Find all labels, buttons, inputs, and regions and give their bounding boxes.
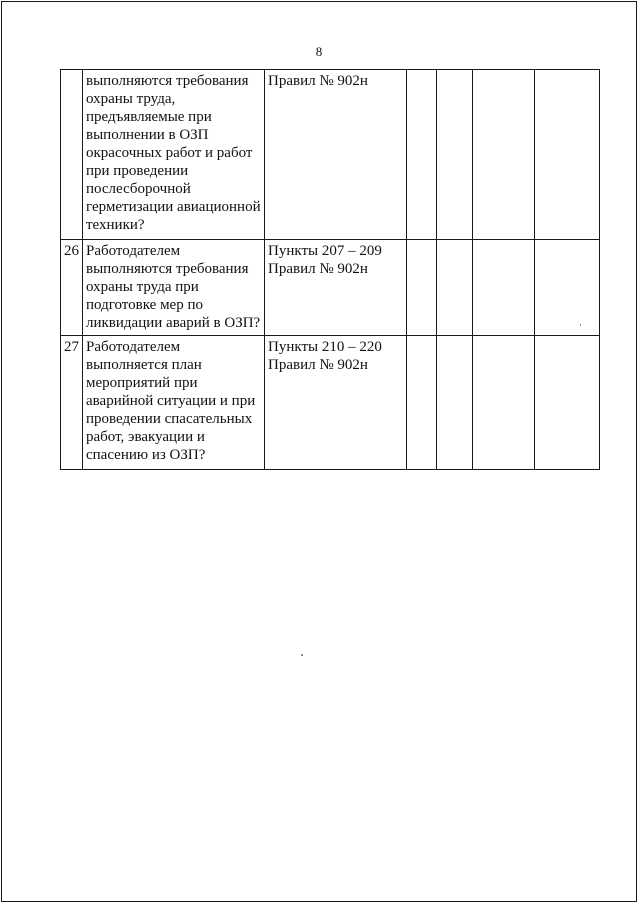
requirement-cell [83, 336, 265, 470]
reference-line: Пункты 210 – 220 [268, 339, 382, 355]
requirement-line: Работодателем [86, 243, 181, 259]
note-cell [535, 240, 600, 336]
requirement-line: выполнении в ОЗП [86, 127, 209, 143]
requirement-cell [83, 240, 265, 336]
table-row [61, 336, 600, 470]
requirement-line: охраны труда при [86, 279, 199, 295]
requirement-cell [83, 70, 265, 240]
reference-line: Правил № 902н [268, 357, 368, 373]
requirement-line: при проведении [86, 163, 189, 179]
requirement-line: выполняются требования [86, 73, 249, 89]
answer-yes-cell [407, 336, 437, 470]
note-cell [535, 336, 600, 470]
requirement-line: техники? [86, 217, 145, 233]
answer-no-cell [437, 70, 473, 240]
table-row [61, 70, 600, 240]
answer-no-cell [437, 336, 473, 470]
requirement-line: аварийной ситуации и при [86, 393, 256, 409]
answer-no-cell [437, 240, 473, 336]
requirement-line: проведении спасательных [86, 411, 253, 427]
requirement-line: работ, эвакуации и [86, 429, 205, 445]
answer-na-cell [473, 70, 535, 240]
requirement-line: Работодателем [86, 339, 181, 355]
row-number-cell: 27 [61, 336, 83, 470]
reference-cell [265, 240, 407, 336]
reference-line: Правил № 902н [268, 73, 368, 89]
answer-yes-cell [407, 70, 437, 240]
answer-na-cell [473, 336, 535, 470]
row-number-cell: 26 [61, 240, 83, 336]
requirement-line: ликвидации аварий в ОЗП? [86, 315, 261, 331]
requirement-line: предъявляемые при [86, 109, 212, 125]
scan-speck [580, 324, 581, 326]
reference-line: Правил № 902н [268, 261, 368, 277]
requirement-line: герметизации авиационной [86, 199, 261, 215]
requirement-line: окрасочных работ и работ [86, 145, 253, 161]
requirement-line: мероприятий при [86, 375, 198, 391]
document-page [1, 1, 637, 902]
reference-cell [265, 336, 407, 470]
page-number: 8 [315, 44, 323, 59]
note-cell [535, 70, 600, 240]
answer-yes-cell [407, 240, 437, 336]
requirement-line: послесборочной [86, 181, 191, 197]
answer-na-cell [473, 240, 535, 336]
reference-line: Пункты 207 – 209 [268, 243, 382, 259]
requirement-line: подготовке мер по [86, 297, 203, 313]
requirement-line: выполняются требования [86, 261, 249, 277]
reference-cell [265, 70, 407, 240]
row-number-cell [61, 70, 83, 240]
requirement-line: спасению из ОЗП? [86, 447, 206, 463]
scan-speck [301, 654, 303, 656]
checklist-table [60, 69, 600, 470]
requirement-line: охраны труда, [86, 91, 176, 107]
requirement-line: выполняется план [86, 357, 202, 373]
table-row [61, 240, 600, 336]
